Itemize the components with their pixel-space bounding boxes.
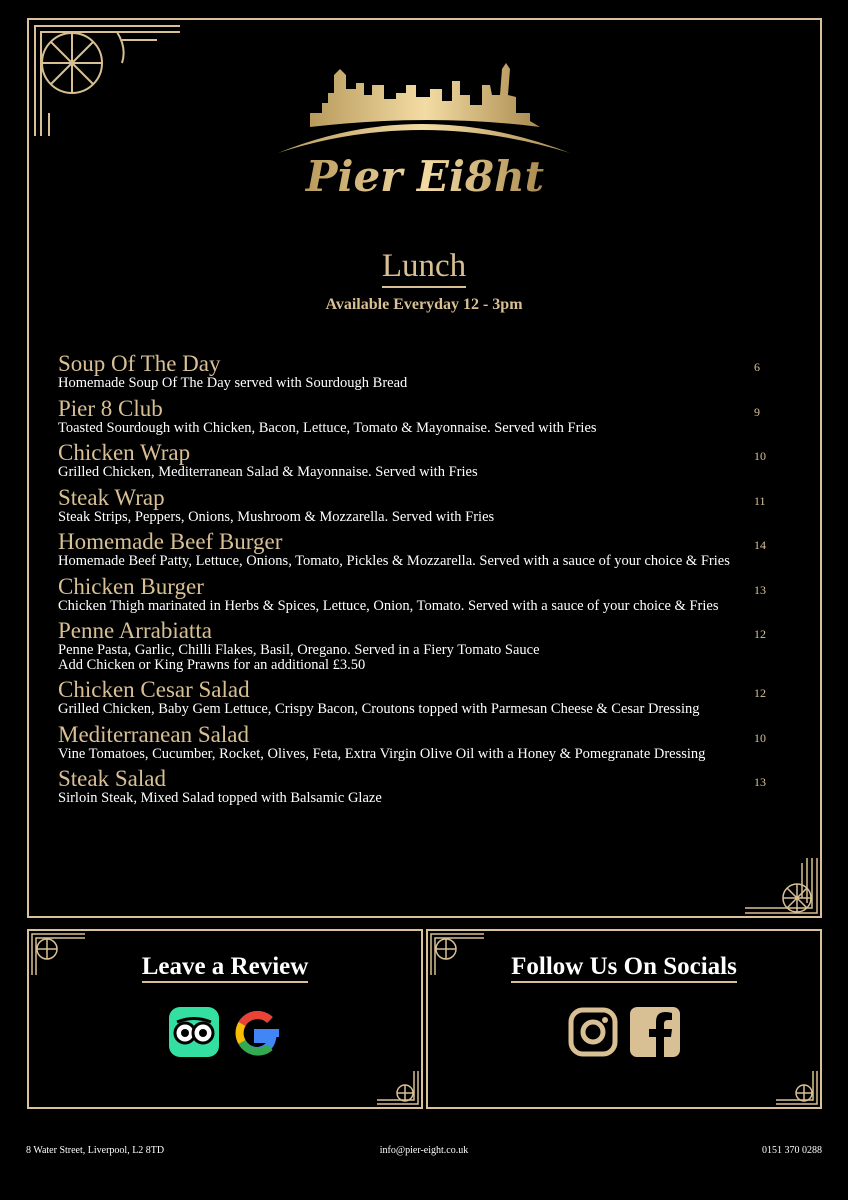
art-deco-corner-bottom-right [377,1071,421,1107]
menu-item-price: 12 [754,686,766,700]
instagram-icon[interactable] [568,1007,618,1057]
menu-item-description: Grilled Chicken, Mediterranean Salad & Mayonnaise. Served with Fries [58,464,478,480]
menu-item [58,619,818,672]
menu-list [58,352,818,812]
menu-item [58,767,818,806]
menu-item-description: Vine Tomatoes, Cucumber, Rocket, Olives, Feta, Extra Virgin Olive Oil with a Honey & Pomegranate Dressing [58,745,706,762]
menu-item [58,723,818,762]
art-deco-corner-bottom-right [745,858,822,918]
menu-item-price: 14 [754,538,766,552]
pier-eight-logo [270,55,580,205]
menu-item-description: Grilled Chicken, Baby Gem Lettuce, Crispy Bacon, Croutons topped with Parmesan Cheese & Cesar Dressing [58,701,700,717]
footer-phone[interactable]: 0151 370 0288 [762,1145,822,1156]
menu-item-price: 10 [754,449,766,463]
menu-item-price: 9 [754,404,760,419]
menu-item-name: Soup Of The Day [58,351,221,376]
google-icon[interactable] [232,1007,284,1059]
menu-item-description: Penne Pasta, Garlic, Chilli Flakes, Basil, Oregano. Served in a Fiery Tomato Sauce [58,642,540,658]
menu-item [58,441,818,480]
menu-item-description: Homemade Soup Of The Day served with Sourdough Bread [58,375,408,391]
menu-item-description: Toasted Sourdough with Chicken, Bacon, Lettuce, Tomato & Mayonnaise. Served with Fries [58,419,597,436]
menu-item-addon: Add Chicken or King Prawns for an additional £3.50 [58,656,366,673]
menu-item-price: 13 [754,582,766,597]
footer-address: 8 Water Street, Liverpool, L2 8TD [26,1145,165,1156]
art-deco-corner-top-left [27,18,182,138]
menu-item-description: Steak Strips, Peppers, Onions, Mushroom & Mozzarella. Served with Fries [58,508,495,525]
review-panel [27,929,423,1109]
tripadvisor-icon[interactable] [169,1007,219,1057]
facebook-icon[interactable] [630,1007,680,1057]
menu-item-name: Chicken Wrap [58,440,191,465]
footer-email[interactable]: info@pier-eight.co.uk [379,1145,469,1156]
menu-item [58,397,818,436]
menu-item-price: 11 [754,493,766,508]
socials-panel [426,929,822,1109]
menu-item-price: 10 [754,730,766,745]
menu-item [58,530,818,569]
menu-item-description: Homemade Beef Patty, Lettuce, Onions, Tomato, Pickles & Mozzarella. Served with a sauce of your choice & Fries [58,553,730,569]
menu-item [58,352,818,391]
menu-item-name: Steak Wrap [58,484,165,510]
menu-item-name: Chicken Burger [58,573,204,599]
menu-item-description: Sirloin Steak, Mixed Salad topped with Balsamic Glaze [58,790,382,806]
menu-item-price: 6 [754,360,760,374]
art-deco-corner-bottom-right [776,1071,820,1107]
menu-item [58,575,818,614]
socials-title: Follow Us On Socials [428,953,820,981]
menu-item-name: Pier 8 Club [58,395,163,421]
menu-item-price: 13 [754,775,766,789]
availability-subtitle: Available Everyday 12 - 3pm [325,296,523,313]
menu-item-name: Homemade Beef Burger [58,529,283,554]
menu-item-description: Chicken Thigh marinated in Herbs & Spices, Lettuce, Onion, Tomato. Served with a sauce of your choice & Fries [58,597,719,614]
menu-item-name: Mediterranean Salad [58,721,249,747]
menu-item [58,678,818,717]
menu-item-name: Steak Salad [58,766,166,791]
menu-item [58,486,818,525]
svg-text:Pier Ei8ht: Pier Ei8ht [305,152,545,201]
menu-item-name: Chicken Cesar Salad [58,677,250,702]
menu-item-price: 12 [754,627,766,641]
page-title: Lunch [0,248,848,285]
menu-item-name: Penne Arrabiatta [58,618,212,643]
review-title: Leave a Review [29,953,421,981]
